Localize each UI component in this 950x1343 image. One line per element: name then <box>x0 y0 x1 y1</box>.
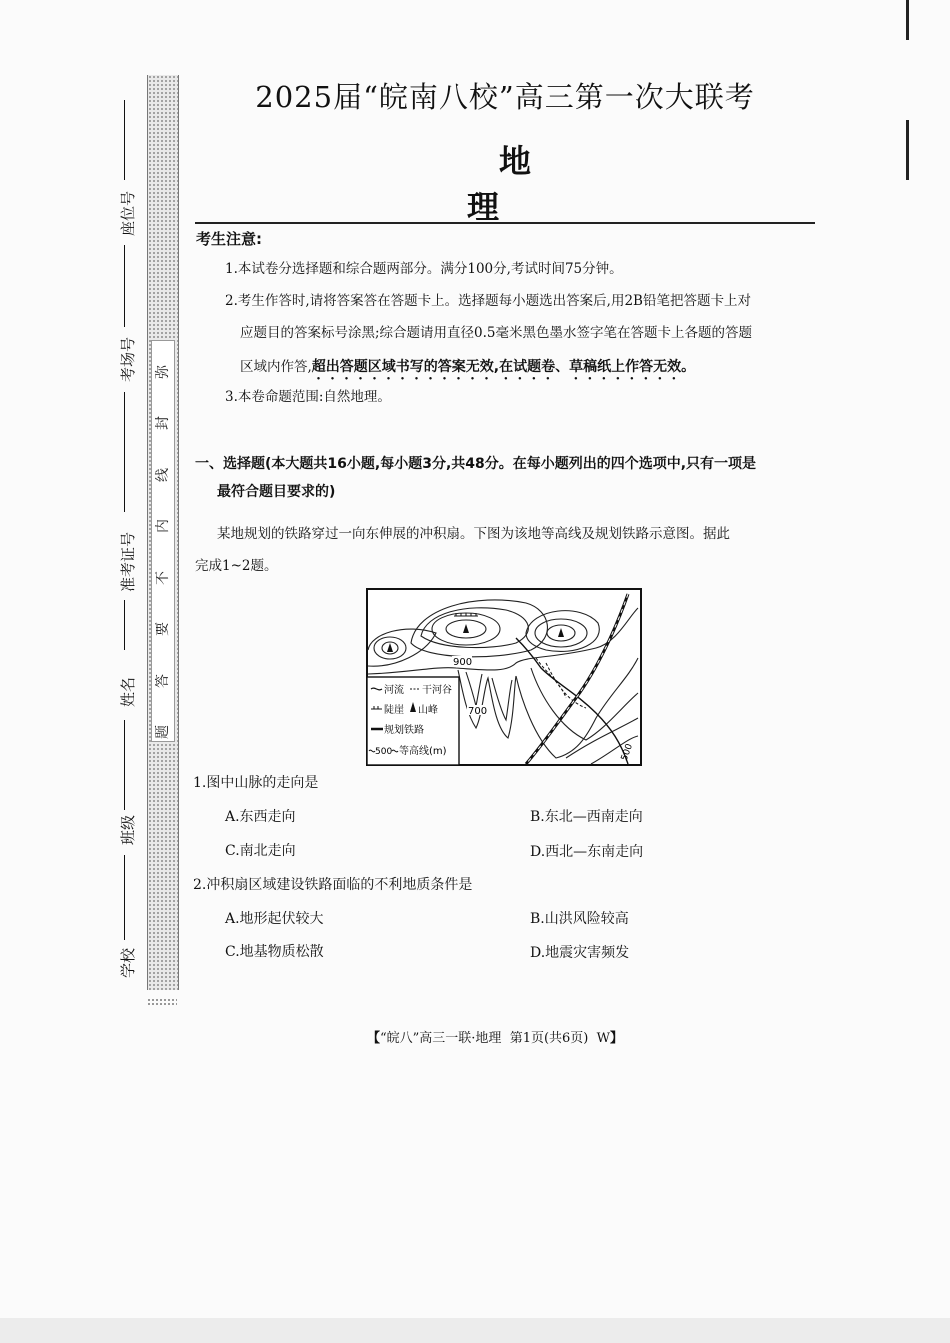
contour-label-700: 700 <box>468 706 488 717</box>
legend-contour-sample: 500 <box>375 747 393 757</box>
name-label: 姓名 <box>119 676 137 707</box>
seal-char: 答 <box>155 673 171 688</box>
question-1-option-a[interactable]: A.东西走向 <box>225 809 296 825</box>
legend-river-label: 河流 <box>384 685 404 696</box>
contour-map-svg <box>366 588 642 766</box>
room-number-label: 考场号 <box>119 336 137 382</box>
footer-code: W <box>596 1031 611 1046</box>
footer-bracket-close: 】 <box>610 1031 624 1046</box>
question-2-stem: 2.冲积扇区域建设铁路面临的不利地质条件是 <box>193 877 473 893</box>
notice-plain-text: 区域内作答, <box>240 359 312 375</box>
seal-char: 线 <box>155 467 171 482</box>
subject-title: 地理 <box>466 142 595 226</box>
name-line[interactable] <box>124 600 125 650</box>
question-1-stem: 1.图中山脉的走向是 <box>193 775 319 791</box>
notice-item-3: 3.本卷命题范围:自然地理。 <box>225 389 391 405</box>
seat-number-line[interactable] <box>124 100 125 180</box>
legend-dry-valley-label: 干河谷 <box>422 685 452 696</box>
contour-railway-map <box>366 588 642 766</box>
exam-title: 2025届“皖南八校”高三第一次大联考 <box>255 80 755 114</box>
section-heading-line-2: 最符合题目要求的) <box>217 484 336 500</box>
seal-char: 不 <box>155 570 171 585</box>
question-1-option-b[interactable]: B.东北—西南走向 <box>530 809 643 825</box>
page-footer <box>0 1027 950 1046</box>
seat-number-label: 座位号 <box>119 190 137 236</box>
exam-id-label: 准考证号 <box>119 531 137 592</box>
question-intro-line-1: 某地规划的铁路穿过一向东伸展的冲积扇。下图为该地等高线及规划铁路示意图。据此 <box>217 526 730 542</box>
section-heading <box>195 450 756 506</box>
notice-item-2-line-2: 应题目的答案标号涂黑;综合题请用直径0.5毫米黑色墨水签字笔在答题卡上各题的答题 <box>240 325 753 341</box>
scan-edge-mark <box>906 120 909 180</box>
question-2-option-c[interactable]: C.地基物质松散 <box>225 944 324 960</box>
binding-strip-end <box>147 998 177 1006</box>
scan-bottom-shade <box>0 1318 950 1343</box>
question-2-option-d[interactable]: D.地震灾害频发 <box>530 945 630 961</box>
contour-label-900: 900 <box>453 657 473 668</box>
question-1-option-d[interactable]: D.西北—东南走向 <box>530 844 644 860</box>
legend-contour-label: 等高线(m) <box>399 746 447 757</box>
seal-char: 内 <box>155 519 171 534</box>
seal-char: 弥 <box>155 365 171 379</box>
notice-item-1: 1.本试卷分选择题和综合题两部分。满分100分,考试时间75分钟。 <box>225 261 623 277</box>
legend-cliff-label: 陡崖 <box>384 705 404 716</box>
seal-char: 要 <box>155 622 171 637</box>
notice-heading: 考生注意: <box>196 230 262 248</box>
scan-edge-mark <box>906 0 909 40</box>
legend-peak-label: 山峰 <box>418 705 438 716</box>
notice-item-2-line-3 <box>240 352 695 383</box>
school-line[interactable] <box>124 855 125 940</box>
exam-id-line[interactable] <box>124 392 125 512</box>
room-number-line[interactable] <box>124 245 125 327</box>
footer-bracket-open: 【 <box>366 1031 380 1046</box>
question-2-option-b[interactable]: B.山洪风险较高 <box>530 911 629 927</box>
legend-railway-label: 规划铁路 <box>384 725 424 736</box>
section-heading-line-1: 一、选择题(本大题共16小题,每小题3分,共48分。在每小题列出的四个选项中,只有一项是 <box>195 456 757 472</box>
class-label: 班级 <box>119 814 137 845</box>
school-label: 学校 <box>119 947 137 978</box>
notice-emphasis-text: 超出答题区域书写的答案无效,在试题卷、草稿纸上作答无效。 <box>311 359 696 375</box>
question-intro <box>195 518 817 582</box>
class-line[interactable] <box>124 720 125 810</box>
question-intro-line-2: 完成1~2题。 <box>195 558 278 574</box>
contour-label-500: 500 <box>619 742 636 763</box>
footer-exam-name: “皖八”高三一联·地理 <box>379 1031 502 1046</box>
footer-page-number: 第1页(共6页) <box>509 1031 589 1046</box>
seal-char: 题 <box>155 724 171 739</box>
notice-item-2-line-1: 2.考生作答时,请将答案答在答题卡上。选择题每小题选出答案后,用2B铅笔把答题卡上对 <box>225 293 751 309</box>
seal-line-text <box>151 362 173 742</box>
seal-char: 封 <box>155 416 171 431</box>
question-1-option-c[interactable]: C.南北走向 <box>225 843 296 859</box>
question-2-option-a[interactable]: A.地形起伏较大 <box>225 911 324 927</box>
